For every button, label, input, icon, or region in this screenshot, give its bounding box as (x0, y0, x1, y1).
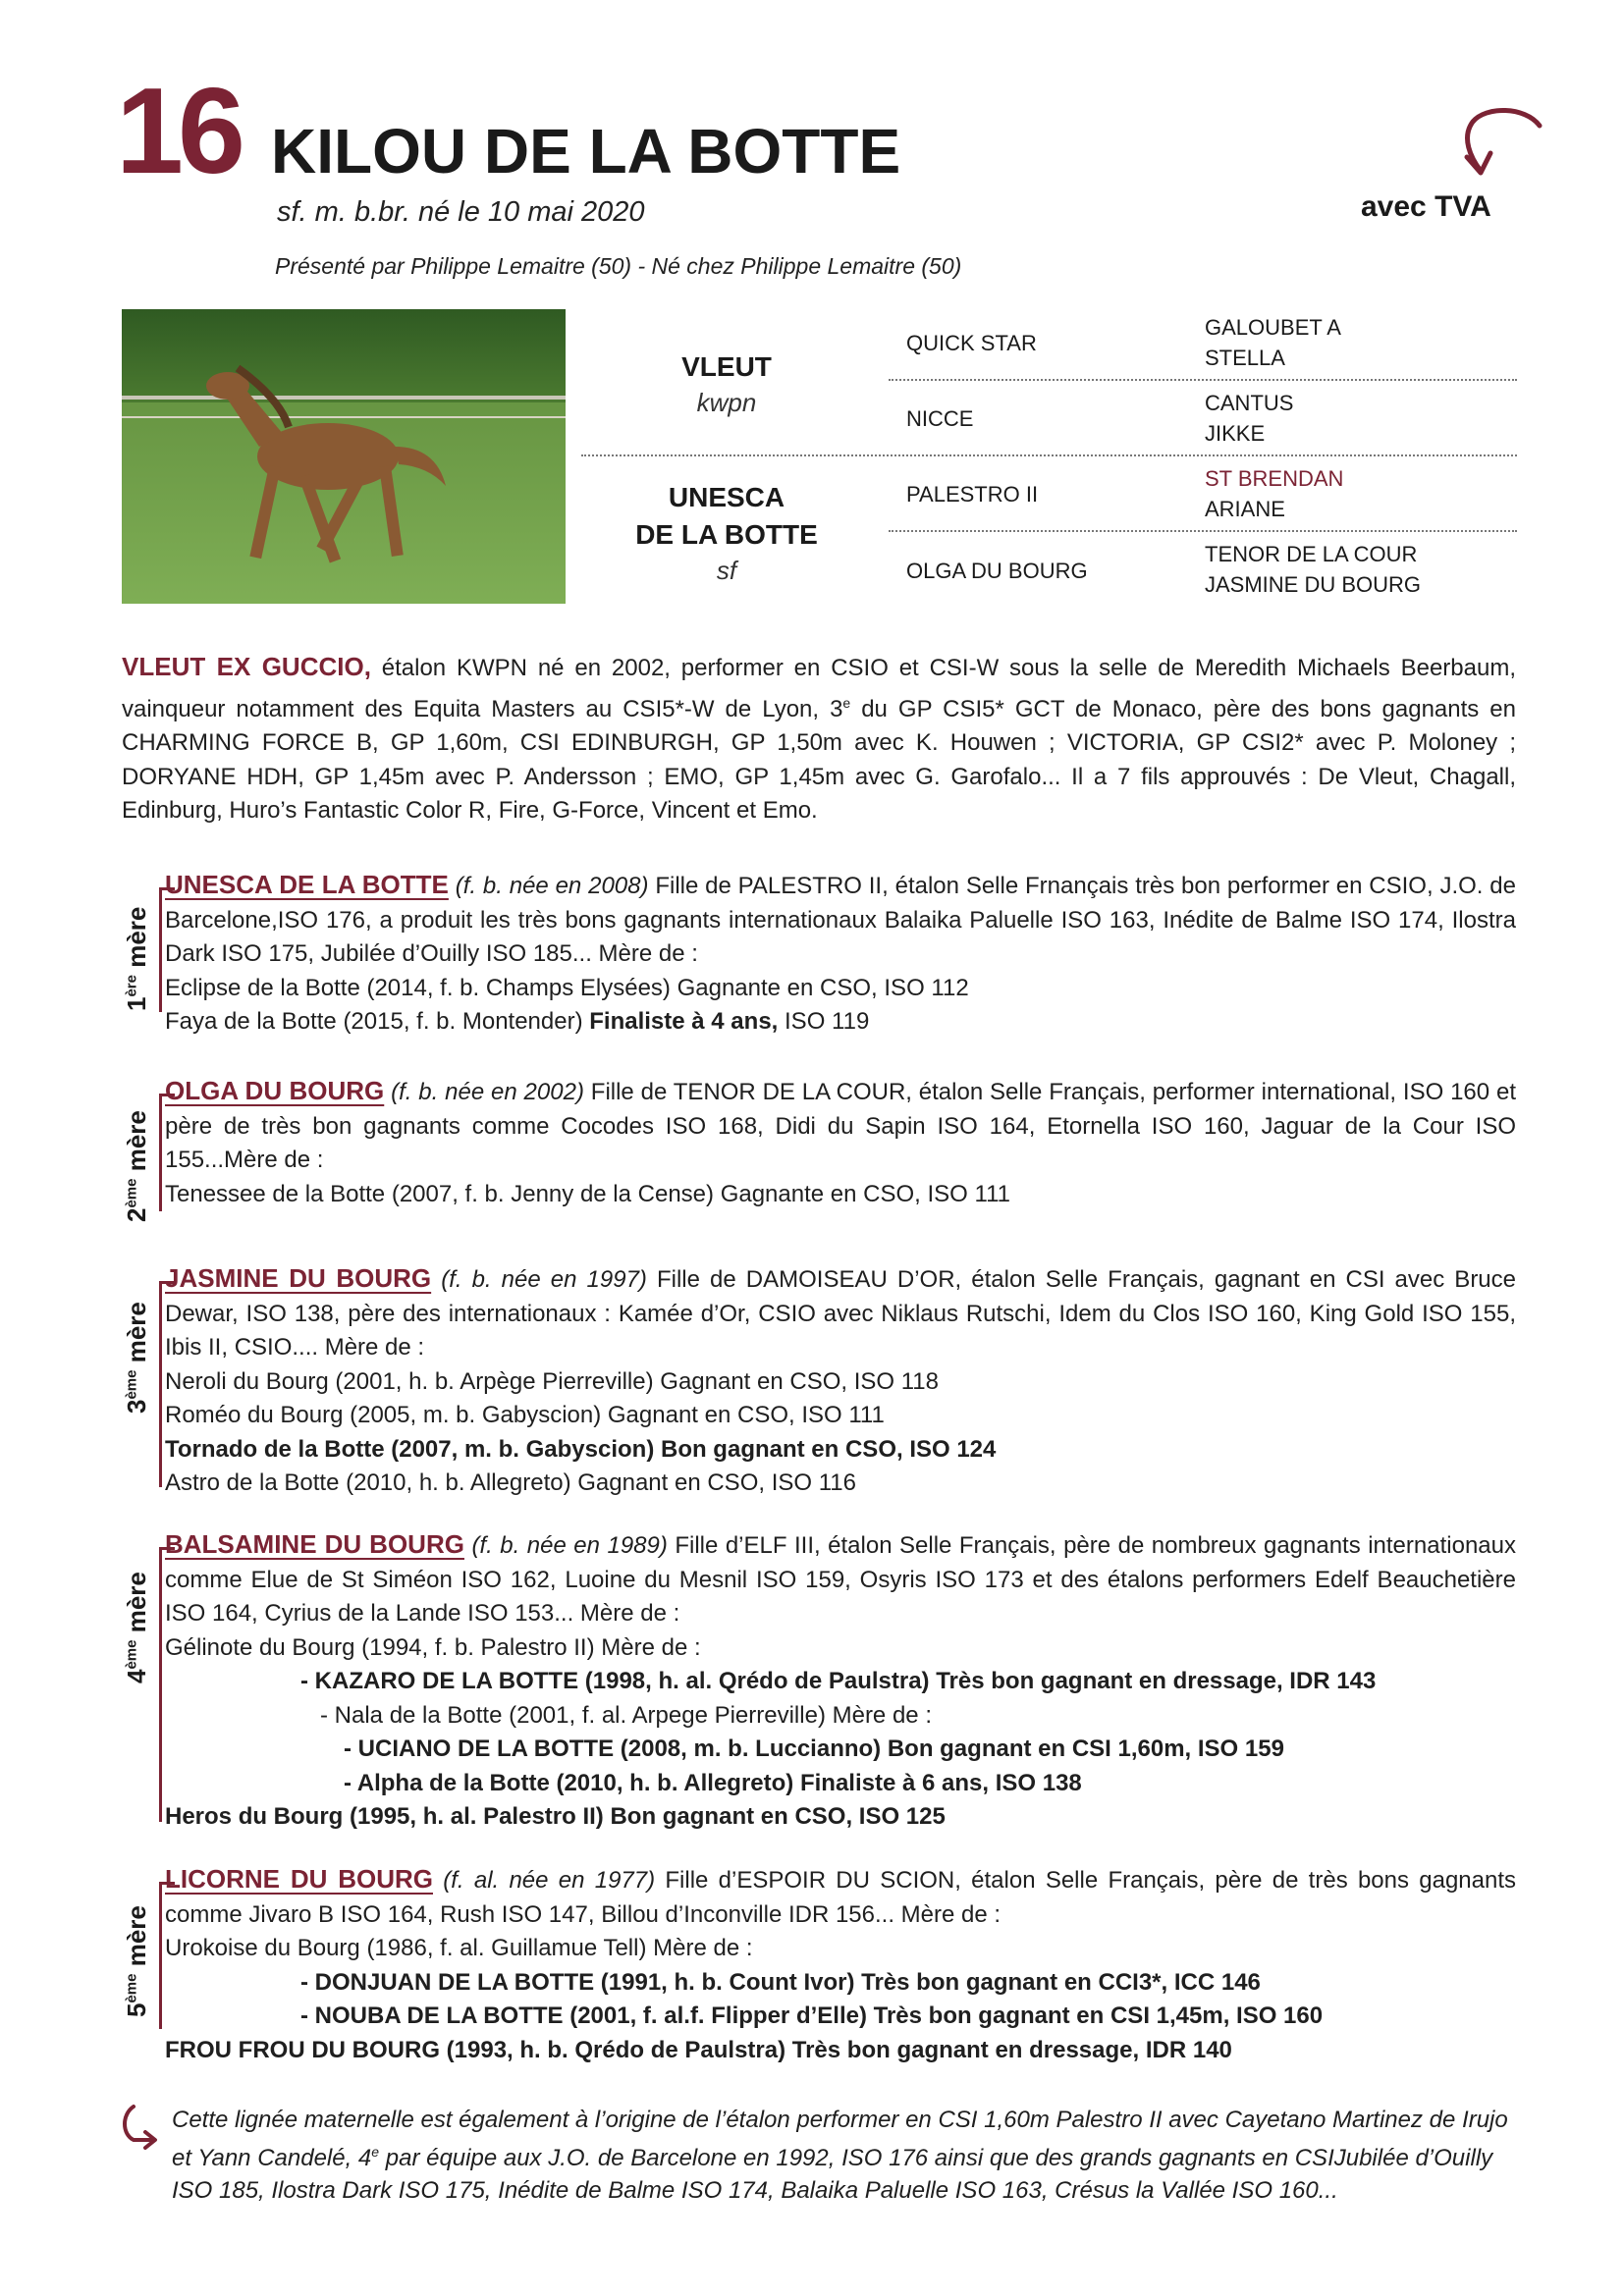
label-number: 5 (122, 2002, 151, 2017)
label-sup: ème (123, 1973, 140, 2003)
great-grandparent: JASMINE DU BOURG (1205, 572, 1422, 597)
dam-detail: (f. b. née en 1989) (463, 1532, 668, 1559)
dam-section-5 (165, 1862, 1516, 2067)
footer-note (172, 2104, 1517, 2207)
superscript: e (842, 694, 851, 711)
offspring-line: - Nala de la Botte (2001, f. al. Arpege Pierreville) Mère de : (320, 1701, 932, 1729)
offspring-line: Roméo du Bourg (2005, m. b. Gabyscion) Gagnant en CSO, ISO 111 (165, 1402, 885, 1428)
offspring-line: - NOUBA DE LA BOTTE (2001, f. al.f. Flipper d’Elle) Très bon gagnant en CSI 1,45m, ISO 160 (300, 2002, 1324, 2029)
dam-name: BALSAMINE DU BOURG (165, 1529, 464, 1559)
dam-generation-label (122, 1905, 152, 2017)
tva-label: avec TVA (1361, 190, 1491, 223)
dam-generation-label (122, 1110, 152, 1222)
label-word: mère (122, 906, 151, 975)
offspring-line: - KAZARO DE LA BOTTE (1998, h. al. Qrédo de Paulstra) Très bon gagnant en dressage, IDR 143 (300, 1668, 1377, 1694)
label-number: 4 (122, 1669, 151, 1683)
dam-name: OLGA DU BOURG (165, 1076, 385, 1105)
presenter-line: Présenté par Philippe Lemaitre (50) - Né chez Philippe Lemaitre (50) (275, 253, 962, 279)
dam-generation-label (122, 1572, 152, 1683)
offspring-line: Tornado de la Botte (2007, m. b. Gabyscion) Bon gagnant en CSO, ISO 124 (165, 1435, 997, 1463)
dam-bracket (159, 887, 162, 1012)
dam-intro: Fille de DAMOISEAU D’OR, étalon Selle Français, gagnant en CSI avec Bruce Dewar, ISO 138, père des internationaux : Kamée d’Or, CSIO avec Niklaus Rutschi, Idem du Clos ISO 160, King Gold ISO 155, Ibis II, CSIO.... Mère de : (165, 1266, 1517, 1361)
dam-detail: (f. b. née en 1997) (431, 1266, 647, 1293)
dam-name: JASMINE DU BOURG (165, 1263, 432, 1293)
great-grandparent: CANTUS (1205, 391, 1294, 415)
label-number: 2 (122, 1207, 151, 1222)
sire-description (122, 650, 1516, 828)
dam-bracket (159, 1094, 162, 1211)
dam-section-2 (165, 1074, 1516, 1211)
pedigree-divider (581, 454, 1517, 456)
offspring-line: Astro de la Botte (2010, h. b. Allegreto) Gagnant en CSO, ISO 116 (165, 1469, 856, 1496)
dam-section-1 (165, 868, 1516, 1040)
sire-description-text: étalon KWPN né en 2002, performer en CSIO et CSI-W sous la selle de Meredith Michaels Beerbaum, vainqueur notamment des Equita Masters au CSI5*-W de Lyon, 3 (122, 655, 1516, 722)
footer-text: Cette lignée maternelle est également à l’origine de l’étalon performer en CSI 1,60m Palestro II avec Cayetano Martinez de Irujo et Yann Candelé, 4 (172, 2107, 1508, 2171)
dam-name-line1: UNESCA (668, 482, 785, 512)
label-number: 1 (122, 996, 151, 1011)
dam-name: LICORNE DU BOURG (165, 1864, 433, 1894)
dam-breed: sf (716, 556, 737, 585)
dam-bracket (159, 1547, 162, 1822)
great-grandparent: TENOR DE LA COUR (1205, 542, 1418, 566)
dam-intro: Fille d’ESPOIR DU SCION, étalon Selle Français, père de très bons gagnants comme Jivaro B ISO 164, Rush ISO 147, Billou d’Inconville IDR 156... Mère de : (165, 1867, 1517, 1928)
label-sup: ème (123, 1639, 140, 1670)
horse-name: KILOU DE LA BOTTE (271, 116, 901, 187)
great-grandparent: STELLA (1205, 346, 1285, 370)
dam-detail: (f. al. née en 1977) (432, 1867, 656, 1894)
offspring-line: - Alpha de la Botte (2010, h. b. Allegreto) Finaliste à 6 ans, ISO 138 (344, 1769, 1082, 1796)
label-word: mère (122, 1110, 151, 1179)
offspring-line: - UCIANO DE LA BOTTE (2008, m. b. Luccianno) Bon gagnant en CSI 1,60m, ISO 159 (344, 1735, 1284, 1762)
dam-detail: (f. b. née en 2002) (384, 1079, 584, 1105)
label-word: mère (122, 1905, 151, 1974)
dam-intro: Fille de PALESTRO II, étalon Selle Frnançais très bon performer en CSIO, J.O. de Barcelone,ISO 176, a produit les très bons gagnants internationaux Balaika Paluelle ISO 163, Inédite de Balme ISO 174, Ilostra Dark ISO 175, Jubilée d’Ouilly ISO 185... Mère de : (165, 873, 1516, 967)
label-word: mère (122, 1572, 151, 1640)
offspring-line: Faya de la Botte (2015, f. b. Montender) Finaliste à 4 ans, ISO 119 (165, 1008, 870, 1035)
dam-name-line2: DE LA BOTTE (635, 519, 818, 550)
dam-section-3 (165, 1261, 1516, 1501)
great-grandparent: ARIANE (1205, 497, 1285, 521)
sire-description-text: du GP CSI5* GCT de Monaco, père des bons gagnants en CHARMING FORCE B, GP 1,60m, CSI EDINBURGH, GP 1,50m avec K. Houwen ; VICTORIA, GP CSI2* avec P. Moloney ; DORYANE HDH, GP 1,45m avec P. Andersson ; EMO, GP 1,45m avec G. Garofalo... Il a 7 fils approuvés : De Vleut, Chagall, Edinburg, Huro’s Fantastic Color R, Fire, G-Force, Vincent et Emo. (122, 695, 1516, 824)
offspring-line: - DONJUAN DE LA BOTTE (1991, h. b. Count Ivor) Très bon gagnant en CCI3*, ICC 146 (300, 1968, 1261, 1996)
sire-breed: kwpn (696, 388, 757, 417)
offspring-line: Heros du Bourg (1995, h. al. Palestro II) Bon gagnant en CSO, ISO 125 (165, 1803, 946, 1830)
footer-text: par équipe aux J.O. de Barcelone en 1992, ISO 176 ainsi que des grands gagnants en CSIJubilée d’Ouilly ISO 185, Ilostra Dark ISO 175, Inédite de Balme ISO 174, Balaika Paluelle ISO 163, Crésus la Vallée ISO 160... (172, 2145, 1493, 2204)
dam-name: UNESCA DE LA BOTTE (165, 870, 449, 899)
pedigree-divider (889, 379, 1517, 381)
pedigree-divider (889, 530, 1517, 532)
curved-arrow-icon (1432, 104, 1549, 183)
label-sup: ème (123, 1369, 140, 1400)
great-grandparent: ST BRENDAN (1205, 466, 1344, 491)
granddam-maternal: OLGA DU BOURG (906, 559, 1088, 583)
grandsire-paternal: QUICK STAR (906, 331, 1037, 355)
label-sup: ème (123, 1178, 140, 1208)
offspring-line: Tenessee de la Botte (2007, f. b. Jenny de la Cense) Gagnante en CSO, ISO 111 (165, 1180, 1010, 1207)
great-grandparent: JIKKE (1205, 421, 1266, 446)
label-sup: ère (123, 975, 140, 997)
offspring-line: Gélinote du Bourg (1994, f. b. Palestro II) Mère de : (165, 1633, 701, 1661)
dam-detail: (f. b. née en 2008) (448, 873, 649, 899)
hook-arrow-icon (116, 2101, 165, 2150)
sire-name: VLEUT (681, 351, 772, 382)
lot-number: 16 (116, 64, 240, 199)
grandsire-maternal: PALESTRO II (906, 482, 1039, 507)
superscript: e (371, 2144, 380, 2160)
sire-description-name: VLEUT EX GUCCIO, (122, 652, 371, 681)
offspring-line: Eclipse de la Botte (2014, f. b. Champs Elysées) Gagnante en CSO, ISO 112 (165, 974, 969, 1001)
dam-intro: Fille d’ELF III, étalon Selle Français, père de nombreux gagnants internationaux comme Elue de St Siméon ISO 162, Luoine du Mesnil ISO 159, Osyris ISO 173 et des étalons performers Edelf Beauchetière ISO 164, Cyrius de la Lande ISO 153... Mère de : (165, 1532, 1516, 1627)
pedigree-sire (609, 348, 844, 419)
horse-info: sf. m. b.br. né le 10 mai 2020 (277, 196, 645, 228)
horse-photo (122, 309, 566, 604)
offspring-line: Neroli du Bourg (2001, h. b. Arpège Pierreville) Gagnant en CSO, ISO 118 (165, 1367, 939, 1395)
pedigree-dam (609, 479, 844, 587)
label-word: mère (122, 1302, 151, 1370)
dam-section-4 (165, 1527, 1516, 1835)
granddam-paternal: NICCE (906, 406, 974, 431)
offspring-line: FROU FROU DU BOURG (1993, h. b. Qrédo de Paulstra) Très bon gagnant en dressage, IDR 140 (165, 2036, 1232, 2063)
dam-generation-label (122, 907, 152, 1011)
dam-intro: Fille de TENOR DE LA COUR, étalon Selle Français, performer international, ISO 160 et père de très bon gagnants comme Cocodes ISO 168, Didi du Sapin ISO 164, Etornella ISO 160, Jaguar de la Cour ISO 155...Mère de : (165, 1079, 1516, 1173)
offspring-line: Urokoise du Bourg (1986, f. al. Guillamue Tell) Mère de : (165, 1935, 753, 1961)
great-grandparent: GALOUBET A (1205, 315, 1341, 340)
label-number: 3 (122, 1399, 151, 1414)
dam-bracket (159, 1882, 162, 2029)
dam-generation-label (122, 1302, 152, 1414)
dam-bracket (159, 1281, 162, 1487)
